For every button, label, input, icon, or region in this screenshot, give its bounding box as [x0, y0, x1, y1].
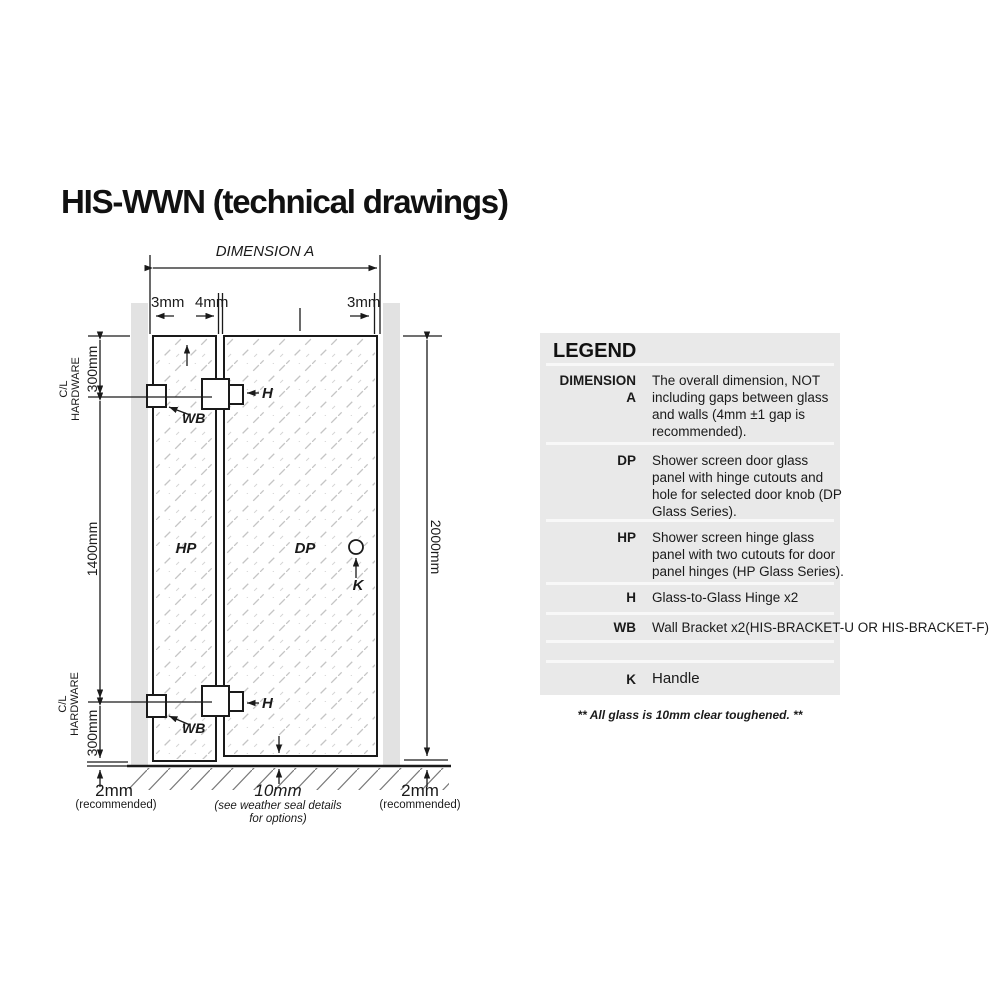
legend-divider	[546, 519, 834, 522]
legend-term-h: H	[626, 590, 636, 605]
door-gap-note: (see weather seal details for options)	[214, 800, 342, 825]
legend-desc-dp: Shower screen door glass panel with hinge cutouts and hole for selected door knob (DP Glass Series).	[652, 453, 842, 519]
floor-gap-right-label: 2mm	[401, 781, 439, 800]
floor-gap-right-note: (recommended)	[379, 799, 461, 811]
legend-desc-h: Glass-to-Glass Hinge x2	[652, 590, 799, 605]
mid-height-label: 1400mm	[84, 521, 100, 577]
wall-bracket-top	[147, 385, 166, 407]
hinge-callout-bottom: H	[262, 695, 273, 712]
legend-term-dp: DP	[617, 453, 636, 468]
legend-term-wb: WB	[613, 620, 636, 635]
gap-mid-label: 4mm	[195, 294, 229, 311]
floor-gap-left-note: (recommended)	[75, 799, 157, 811]
legend-footnote: ** All glass is 10mm clear toughened. **	[577, 708, 803, 722]
cl-hardware-top-label: C/L HARDWARE	[58, 357, 82, 421]
legend-divider	[546, 442, 834, 445]
bracket-callout-bottom: WB	[182, 720, 206, 736]
legend-desc-wb: Wall Bracket x2(HIS-BRACKET-U OR HIS-BRACKET-F)	[652, 620, 990, 635]
door-gap-label: 10mm	[254, 781, 302, 800]
legend-term-hp: HP	[617, 530, 636, 545]
legend-divider	[546, 640, 834, 643]
wall-bracket-bottom	[147, 695, 166, 717]
legend-term-dimension-a: DIMENSION A	[559, 373, 636, 405]
hinge-panel-label: HP	[175, 540, 197, 557]
legend-divider	[546, 660, 834, 663]
door-panel-label: DP	[294, 540, 316, 557]
handle-callout: K	[352, 577, 364, 594]
legend-divider	[546, 612, 834, 615]
floor-gap-left-label: 2mm	[95, 781, 133, 800]
legend-desc-k: Handle	[652, 670, 700, 687]
gap-left-label: 3mm	[151, 294, 185, 311]
cl-hardware-bottom-label: C/L HARDWARE	[57, 672, 81, 736]
legend-title: LEGEND	[553, 340, 637, 362]
legend-desc-hp: Shower screen hinge glass panel with two cutouts for door panel hinges (HP Glass Series).	[652, 530, 844, 579]
dimension-a-label: DIMENSION A	[215, 243, 315, 260]
hardware-offset-top-label: 300mm	[84, 345, 100, 393]
top-dimensions	[150, 255, 380, 334]
legend-divider	[546, 582, 834, 585]
left-wall	[131, 303, 148, 766]
gap-right-label: 3mm	[347, 294, 381, 311]
right-wall	[383, 303, 400, 766]
legend-term-k: K	[626, 672, 636, 687]
legend-desc-dimension-a: The overall dimension, NOT including gaps between glass and walls (4mm ±1 gap is recommended).	[652, 373, 829, 439]
handle-knob	[349, 540, 363, 554]
legend-panel	[540, 333, 990, 695]
hardware-offset-bottom-label: 300mm	[84, 709, 100, 757]
total-height-label: 2000mm	[428, 519, 444, 575]
legend-divider	[546, 363, 834, 366]
page-title: HIS-WWN (technical drawings)	[61, 183, 508, 220]
hinge-callout-top: H	[262, 385, 273, 402]
bracket-callout-top: WB	[182, 410, 206, 426]
